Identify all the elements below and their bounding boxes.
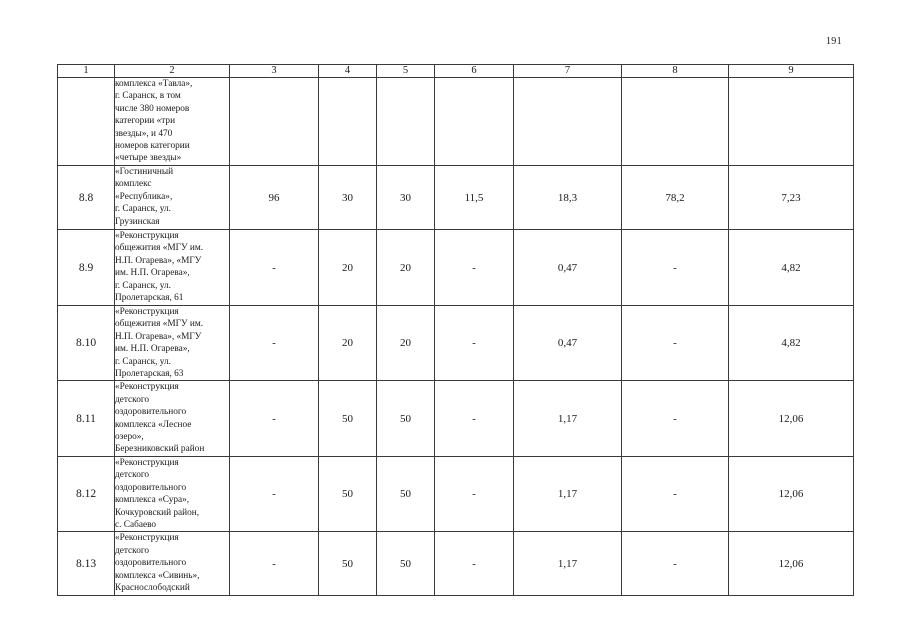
cell-col6: -	[435, 230, 514, 306]
cell-col9: 12,06	[729, 532, 854, 596]
row-number: 8.8	[58, 166, 115, 230]
cell-col5: 30	[377, 166, 435, 230]
cell-col9: 4,82	[729, 230, 854, 306]
cell-col6: 11,5	[435, 166, 514, 230]
cell-col3: -	[230, 381, 319, 456]
object-name: комплекса «Тавла», г. Саранск, в том числе 380 номеров категории «три звезды», и 470 номеров категории «четыре звезды»	[115, 78, 230, 166]
table-row	[58, 532, 854, 596]
table-row	[58, 456, 854, 531]
cell-col6: -	[435, 456, 514, 531]
cell-col4: 50	[319, 456, 377, 531]
cell-col4: 30	[319, 166, 377, 230]
column-header: 1	[58, 65, 115, 78]
row-number: 8.10	[58, 306, 115, 381]
column-header: 8	[622, 65, 729, 78]
cell-col3: -	[230, 230, 319, 306]
object-name: «Реконструкция детского оздоровительного комплекса «Сивинь», Краснослободский	[115, 532, 230, 596]
cell-col4: 50	[319, 381, 377, 456]
column-header: 3	[230, 65, 319, 78]
cell-col9: 12,06	[729, 456, 854, 531]
cell-col9: 4,82	[729, 306, 854, 381]
data-table	[57, 64, 854, 596]
cell-col8: -	[622, 456, 729, 531]
object-name: «Реконструкция детского оздоровительного комплекса «Сура», Кочкуровский район, с. Сабаево	[115, 456, 230, 531]
row-number: 8.13	[58, 532, 115, 596]
cell-col3: -	[230, 306, 319, 381]
cell-col3: -	[230, 456, 319, 531]
cell-col5: 50	[377, 456, 435, 531]
cell-col6: -	[435, 306, 514, 381]
cell-col8: -	[622, 230, 729, 306]
cell-col4: 20	[319, 306, 377, 381]
cell-col8: -	[622, 532, 729, 596]
cell-col6: -	[435, 381, 514, 456]
column-header: 4	[319, 65, 377, 78]
cell-col7: 18,3	[514, 166, 622, 230]
table-row	[58, 306, 854, 381]
row-number: 8.9	[58, 230, 115, 306]
cell-col5: 20	[377, 230, 435, 306]
cell-col5: 50	[377, 381, 435, 456]
cell-col6	[435, 78, 514, 166]
cell-col8: -	[622, 381, 729, 456]
cell-col5: 50	[377, 532, 435, 596]
cell-col3: -	[230, 532, 319, 596]
cell-col9: 7,23	[729, 166, 854, 230]
object-name: «Реконструкция общежития «МГУ им. Н.П. Огарева», «МГУ им. Н.П. Огарева», г. Саранск, ул. Пролетарская, 63	[115, 306, 230, 381]
header-row	[58, 65, 854, 78]
cell-col8: 78,2	[622, 166, 729, 230]
cell-col7: 0,47	[514, 230, 622, 306]
cell-col3	[230, 78, 319, 166]
cell-col7: 1,17	[514, 532, 622, 596]
cell-col5	[377, 78, 435, 166]
cell-col8	[622, 78, 729, 166]
cell-col9: 12,06	[729, 381, 854, 456]
cell-col7: 1,17	[514, 456, 622, 531]
column-header: 9	[729, 65, 854, 78]
cell-col4	[319, 78, 377, 166]
column-header: 6	[435, 65, 514, 78]
row-number: 8.11	[58, 381, 115, 456]
row-number	[58, 78, 115, 166]
page-number: 191	[826, 36, 842, 47]
cell-col3: 96	[230, 166, 319, 230]
cell-col5: 20	[377, 306, 435, 381]
row-number: 8.12	[58, 456, 115, 531]
object-name: «Гостиничный комплекс «Республика», г. Саранск, ул. Грузинская	[115, 166, 230, 230]
cell-col8: -	[622, 306, 729, 381]
table-row	[58, 78, 854, 166]
cell-col7	[514, 78, 622, 166]
object-name: «Реконструкция детского оздоровительного комплекса «Лесное озеро», Березниковский район	[115, 381, 230, 456]
table-row	[58, 381, 854, 456]
column-header: 7	[514, 65, 622, 78]
cell-col7: 0,47	[514, 306, 622, 381]
cell-col4: 50	[319, 532, 377, 596]
column-header: 2	[115, 65, 230, 78]
cell-col7: 1,17	[514, 381, 622, 456]
cell-col6: -	[435, 532, 514, 596]
object-name: «Реконструкция общежития «МГУ им. Н.П. Огарева», «МГУ им. Н.П. Огарева», г. Саранск, ул. Пролетарская, 61	[115, 230, 230, 306]
cell-col9	[729, 78, 854, 166]
column-header: 5	[377, 65, 435, 78]
table-row	[58, 166, 854, 230]
cell-col4: 20	[319, 230, 377, 306]
table-row	[58, 230, 854, 306]
